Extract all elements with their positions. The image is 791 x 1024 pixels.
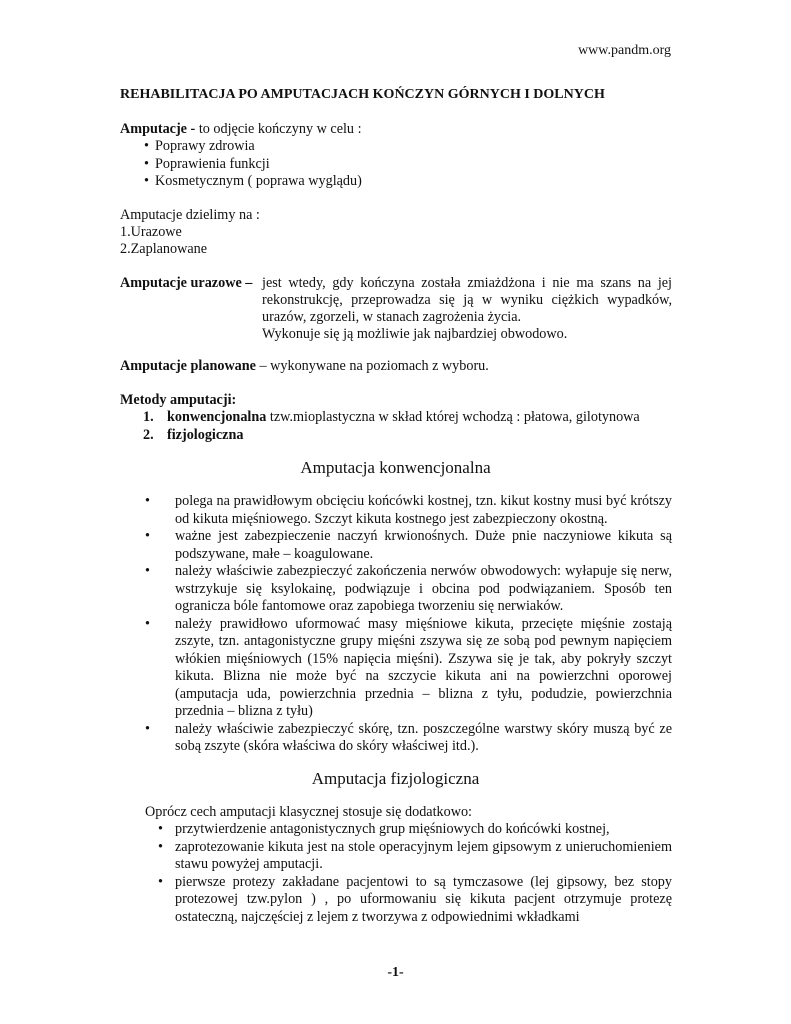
- fizjologiczna-intro: Oprócz cech amputacji klasycznej stosuje się dodatkowo:: [145, 804, 472, 820]
- list-item: • należy właściwie zabezpieczyć skórę, tzn. poszczególne warstwy skóry muszą być ze sobą zszyte (skóra właściwa do skóry właściwej itd.).: [145, 721, 672, 756]
- list-item: • Kosmetycznym ( poprawa wyglądu): [120, 173, 620, 191]
- urazowe-label: Amputacje urazowe –: [120, 275, 253, 291]
- list-item: • Poprawy zdrowia: [120, 138, 620, 156]
- method-name: konwencjonalna: [167, 409, 267, 425]
- amputacje-intro: to odjęcie kończyny w celu :: [198, 121, 362, 137]
- urazowe-line: Wykonuje się ją możliwie jak najbardziej obwodowo.: [262, 326, 568, 342]
- list-item: • ważne jest zabezpieczenie naczyń krwionośnych. Duże pnie naczyniowe kikuta są podszywane, małe – koagulowane.: [145, 528, 672, 563]
- section-heading-konwencjonalna: Amputacja konwencjonalna: [300, 458, 491, 477]
- konwencjonalna-list: [145, 493, 672, 756]
- list-item: • pierwsze protezy zakładane pacjentowi to są tymczasowe (lej gipsowy, bez stopy protezowej tzw.pylon ) , po uformowaniu się kikuta pacjent otrzymuje protezę ostateczną, najczęściej z lejem z tworzywa z odpowiednimi wkładkami: [145, 874, 672, 927]
- division-item: 1.Urazowe: [120, 224, 182, 240]
- page-number: -1-: [387, 965, 404, 980]
- methods-heading: Metody amputacji:: [120, 392, 237, 408]
- planowane-label: Amputacje planowane: [120, 358, 256, 374]
- list-item: • należy prawidłowo uformować masy mięśniowe kikuta, przecięte mięśnie zostają zszyte, tzn. antagonistyczne grupy mięśni zszywa się ze sobą pod pewnym napięciem włókien mięśniowych (15% napięcia mięśni). Zszywa się je tak, aby pokryły szczyt kikuta. Blizna nie może być na szczycie kikuta ani na powierzchni oporowej (amputacja uda, powierzchnia przednia – blizna z tyłu, podudzie, powierzchnia przednia – blizna z tyłu): [145, 616, 672, 721]
- methods-list: [143, 409, 703, 444]
- amputacje-definition: [120, 121, 362, 139]
- list-number: 1.: [143, 409, 154, 425]
- planowane-text: – wykonywane na poziomach z wyboru.: [255, 358, 489, 374]
- list-item: [143, 427, 703, 445]
- method-text: tzw.mioplastyczna w skład której wchodzą : płatowa, gilotynowa: [266, 409, 640, 425]
- list-item: [143, 409, 703, 427]
- list-item: • Poprawienia funkcji: [120, 156, 620, 174]
- page-title: REHABILITACJA PO AMPUTACJACH KOŃCZYN GÓRNYCH I DOLNYCH: [120, 87, 605, 102]
- list-item: • przytwierdzenie antagonistycznych grup mięśniowych do końcówki kostnej,: [145, 821, 672, 839]
- urazowe-line: jest wtedy, gdy kończyna została zmiażdżona i nie ma szans na jej: [262, 275, 672, 291]
- section-heading-fizjologiczna: Amputacja fizjologiczna: [311, 769, 480, 788]
- list-item: • należy właściwie zabezpieczyć zakończenia nerwów obwodowych: wyłapuje się nerw, wstrzykuje się ksylokainę, podwiązuje i obcina pod podwiązaniem. Sposób ten ogranicza bóle fantomowe oraz zapobiega tworzeniu się nerwiaków.: [145, 563, 672, 616]
- list-item: • zaprotezowanie kikuta jest na stole operacyjnym lejem gipsowym z unieruchomieniem stawu powyżej amputacji.: [145, 839, 672, 874]
- amputacje-label: Amputacje -: [120, 121, 199, 137]
- method-name: fizjologiczna: [167, 426, 244, 443]
- division-item: 2.Zaplanowane: [120, 241, 208, 257]
- goals-list: [120, 138, 620, 191]
- list-number: 2.: [143, 426, 154, 443]
- site-url[interactable]: www.pandm.org: [578, 43, 671, 58]
- list-item: • polega na prawidłowym obcięciu końcówki kostnej, tzn. kikut kostny musi być krótszy od kikuta mięśniowego. Szczyt kikuta kostnego jest zabezpieczony okostną.: [145, 493, 672, 528]
- urazowe-line: rekonstrukcję, przeprowadza się ją w wyniku ciężkich wypadków,: [262, 292, 672, 308]
- urazowe-line: urazów, zgorzeli, w stanach zagrożenia życia.: [262, 309, 522, 325]
- division-intro: Amputacje dzielimy na :: [120, 207, 260, 223]
- planowane-paragraph: [120, 358, 489, 376]
- fizjologiczna-list: [145, 821, 672, 926]
